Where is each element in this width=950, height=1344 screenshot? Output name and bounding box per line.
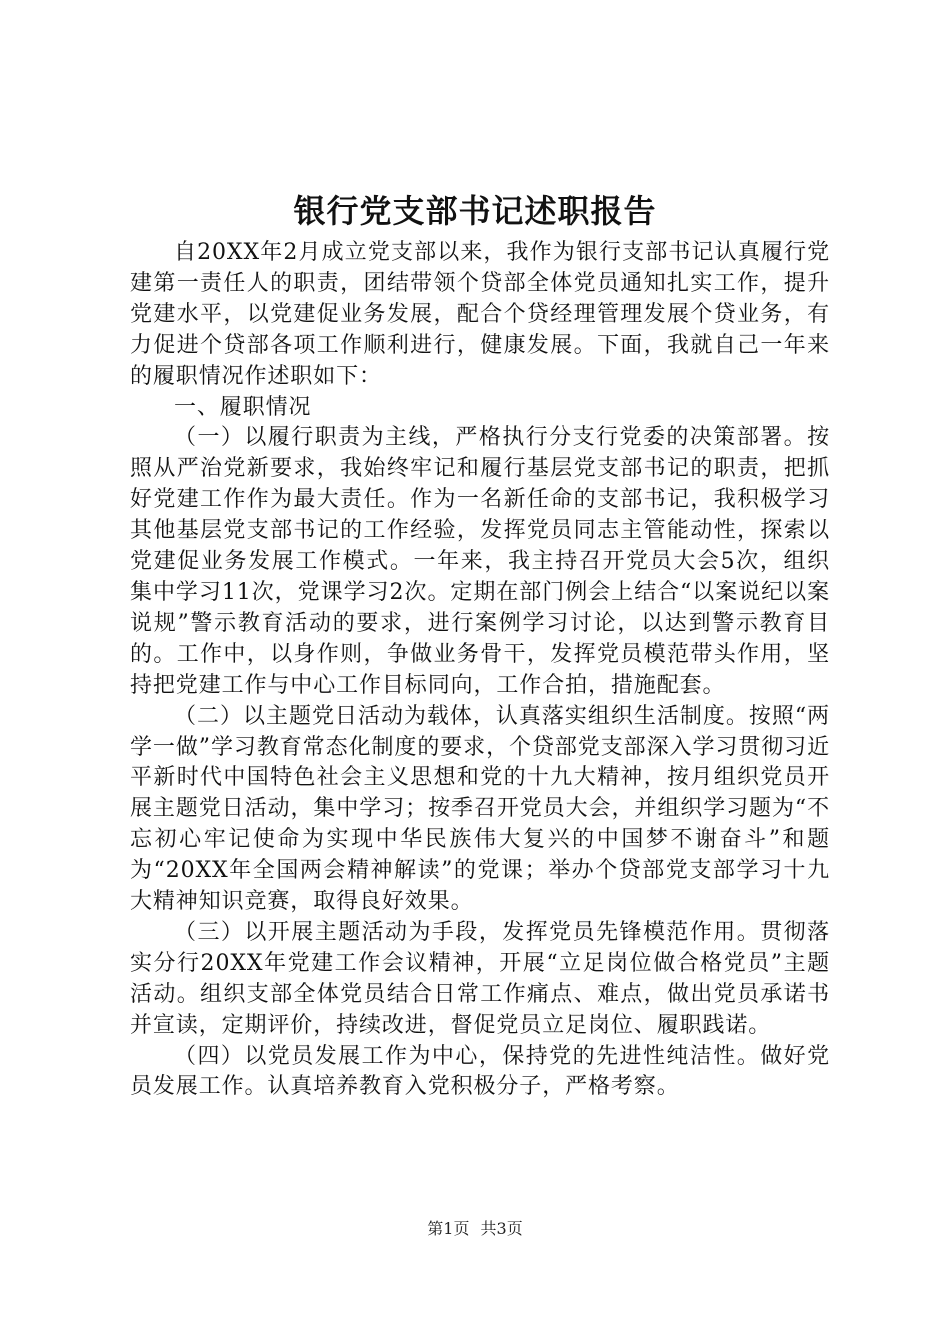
page-number-current: 第1页 <box>427 1219 470 1238</box>
paragraph-item-1: （一）以履行职责为主线，严格执行分支行党委的决策部署。按照从严治党新要求，我始终牢记和履行基层党支部书记的职责，把抓好党建工作作为最大责任。作为一名新任命的支部书记，我积极学习其他基层党支部书记的工作经验，发挥党员同志主管能动性，探索以党建促业务发展工作模式。一年来，我主持召开党员大会5次，组织集中学习11次，党课学习2次。定期在部门例会上结合“以案说纪以案说规”警示教育活动的要求，进行案例学习讨论，以达到警示教育目的。工作中，以身作则，争做业务骨干，发挥党员模范带头作用，坚持把党建工作与中心工作目标同向，工作合拍，措施配套。 <box>130 425 830 698</box>
section-heading-duties: 一、履职情况 <box>174 394 312 420</box>
document-body <box>130 238 830 1103</box>
paragraph-item-3: （三）以开展主题活动为手段，发挥党员先锋模范作用。贯彻落实分行20XX年党建工作会议精神，开展“立足岗位做合格党员”主题活动。组织支部全体党员结合日常工作痛点、难点，做出党员承诺书并宣读，定期评价，持续改进，督促党员立足岗位、履职践诺。 <box>130 919 830 1038</box>
paragraph-item-2: （二）以主题党日活动为载体，认真落实组织生活制度。按照“两学一做”学习教育常态化制度的要求，个贷部党支部深入学习贯彻习近平新时代中国特色社会主义思想和党的十九大精神，按月组织党员开展主题党日活动，集中学习；按季召开党员大会，并组织学习题为“不忘初心牢记使命为实现中华民族伟大复兴的中国梦不谢奋斗”和题为“20XX年全国两会精神解读”的党课；举办个贷部党支部学习十九大精神知识竞赛，取得良好效果。 <box>130 703 830 915</box>
paragraph-item-4: （四）以党员发展工作为中心，保持党的先进性纯洁性。做好党员发展工作。认真培养教育入党积极分子，严格考察。 <box>130 1043 830 1100</box>
document-title: 银行党支部书记述职报告 <box>293 192 657 230</box>
page-footer <box>0 1216 950 1239</box>
page-number-total: 共3页 <box>480 1219 523 1238</box>
paragraph-intro: 自20XX年2月成立党支部以来，我作为银行支部书记认真履行党建第一责任人的职责，团结带领个贷部全体党员通知扎实工作，提升党建水平，以党建促业务发展，配合个贷经理管理发展个贷业务，有力促进个贷部各项工作顺利进行，健康发展。下面，我就自己一年来的履职情况作述职如下： <box>130 240 830 389</box>
